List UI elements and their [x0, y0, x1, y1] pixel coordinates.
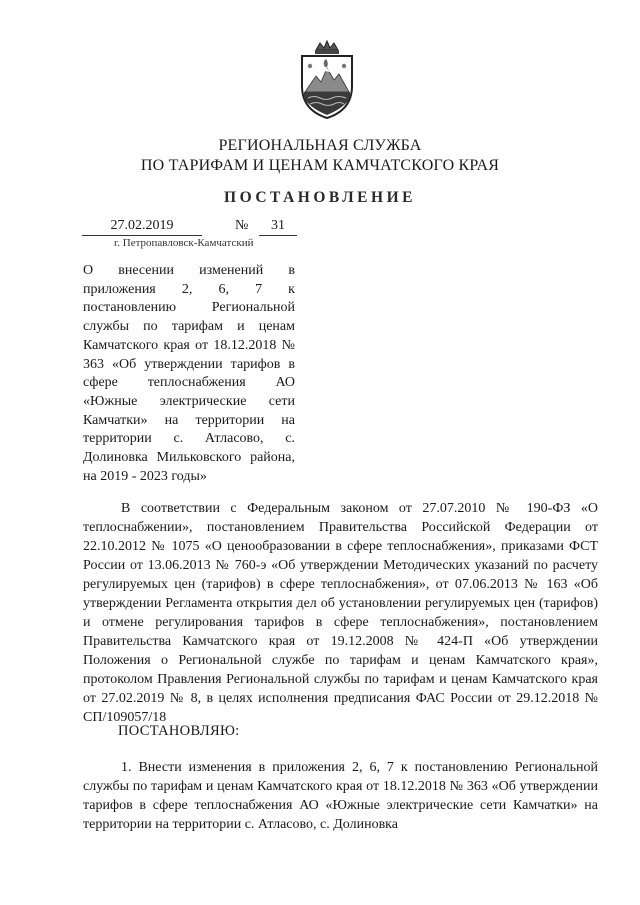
decree-heading: ПОСТАНОВЛЯЮ: — [118, 723, 240, 739]
organization-name-line2: ПО ТАРИФАМ И ЦЕНАМ КАМЧАТСКОГО КРАЯ — [140, 157, 500, 174]
preamble-paragraph: В соответствии с Федеральным законом от 27.07.2010 № 190-ФЗ «О теплоснабжении», постановлением Правительства Российской Федерации от 22.10.2012 № 1075 «О ценообразовании в сфере теплоснабжения», приказами ФСТ России от 13.06.2013 № 760-э «Об утверждении Методических указаний по расчету регулируемых цен (тарифов) в сфере теплоснабжения», от 07.06.2013 № 163 «Об утверждении Регламента открытия дел об установлении регулируемых цен (тарифов) и отмене регулирования тарифов в сфере теплоснабжения», постановлением Правительства Камчатского края от 19.12.2008 № 424-П «Об утверждении Положения о Региональной службе по тарифам и ценам Камчатского края», протоколом Правления Региональной службы по тарифам и ценам Камчатского края от 27.02.2019 № 8, в целях исполнения предписания ФАС России от 29.12.2018 № СП/109057/18 — [83, 501, 598, 725]
kamchatka-coat-of-arms-icon — [294, 40, 360, 120]
document-type-title: ПОСТАНОВЛЕНИЕ — [224, 189, 416, 206]
document-date: 27.02.2019 — [82, 218, 202, 236]
document-city: г. Петропавловск-Камчатский — [114, 237, 254, 249]
organization-name-line1: РЕГИОНАЛЬНАЯ СЛУЖБА — [218, 137, 422, 154]
decree-item-1: 1. Внести изменения в приложения 2, 6, 7 к постановлению Региональной службы по тарифам и ценам Камчатского края от 18.12.2018 № 363 «Об утверждении тарифов в сфере теплоснабжения АО «Южные электрические сети Камчатки» на территории на территории с. Атласово, с. Долиновка — [83, 760, 598, 832]
document-number: 31 — [259, 218, 297, 236]
number-sign: № — [235, 218, 249, 233]
document-subject: О внесении изменений в приложения 2, 6, 7 к постановлению Региональной службы по тарифам и ценам Камчатского края от 18.12.2018 № 363 «Об утверждении тарифов в сфере теплоснабжения АО «Южные электрические сети Камчатки» на территории на территории с. Атласово, с. Долиновка Мильковского района, на 2019 - 2023 годы» — [83, 263, 295, 484]
